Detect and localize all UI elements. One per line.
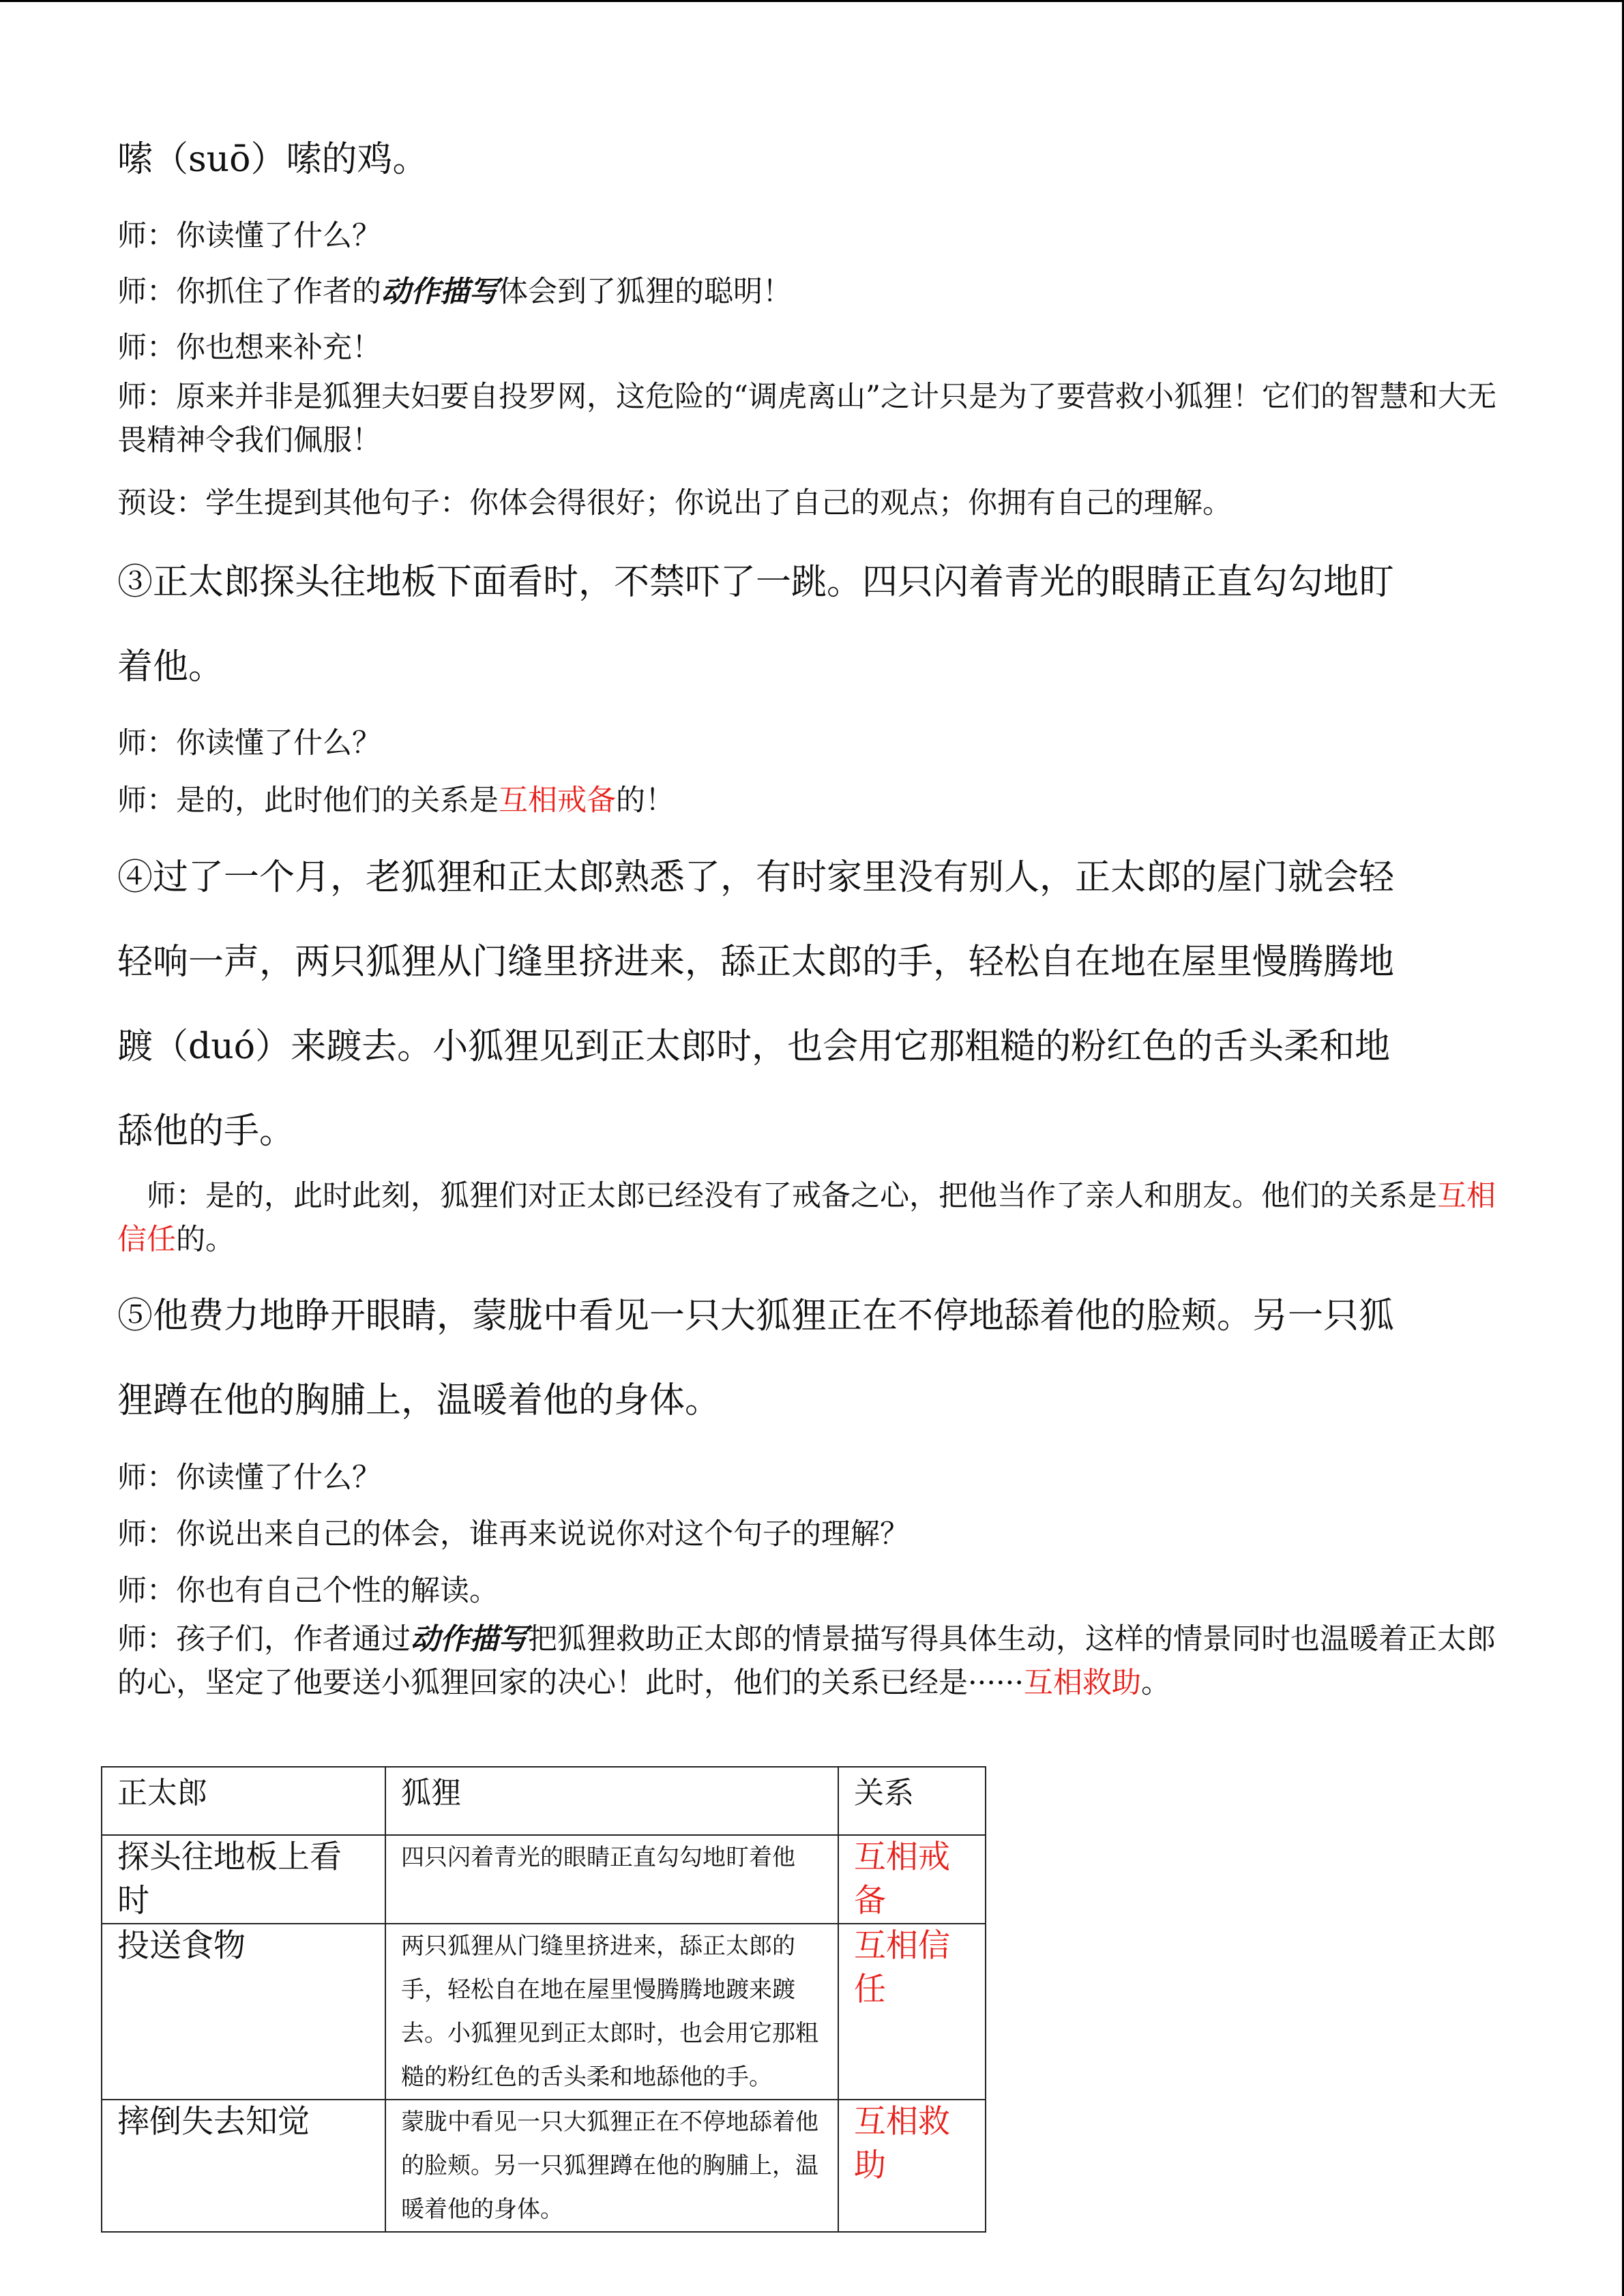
table-header-cell: 关系 bbox=[838, 1767, 986, 1835]
text: 体会到了狐狸的聪明！ bbox=[499, 275, 792, 309]
teacher-line: 师：你读懂了什么？ bbox=[117, 219, 381, 253]
teacher-paragraph bbox=[117, 1617, 1502, 1705]
emphasis-text: 动作描写 bbox=[381, 275, 499, 309]
sentence-5-line: ⑤他费力地睁开眼睛，蒙胧中看见一只大狐狸正在不停地舔着他的脸颊。另一只狐 bbox=[117, 1296, 1395, 1337]
table-cell-fox: 四只闪着青光的眼睛正直勾勾地盯着他 bbox=[385, 1835, 838, 1924]
table-cell-relation: 互相戒备 bbox=[838, 1835, 986, 1924]
sentence-3-line: ③正太郎探头往地板下面看时，不禁吓了一跳。四只闪着青光的眼睛正直勾勾地盯 bbox=[117, 562, 1395, 603]
relation-highlight: 互相戒备 bbox=[499, 784, 616, 818]
sentence-3-line: 着他。 bbox=[117, 646, 224, 687]
relationship-table bbox=[101, 1766, 986, 2233]
teacher-line bbox=[117, 263, 792, 321]
table-row bbox=[102, 2100, 986, 2232]
emphasis-text: 动作描写 bbox=[411, 1622, 528, 1656]
text-line: 嗦（suō）嗦的鸡。 bbox=[117, 139, 428, 180]
teacher-paragraph bbox=[117, 1174, 1502, 1262]
text: 的。 bbox=[176, 1223, 235, 1257]
table-header-cell: 正太郎 bbox=[102, 1767, 385, 1835]
table-cell-relation: 互相信任 bbox=[838, 1924, 986, 2100]
table-cell-who: 投送食物 bbox=[102, 1924, 385, 2100]
preset-line: 预设：学生提到其他句子：你体会得很好；你说出了自己的观点；你拥有自己的理解。 bbox=[117, 486, 1232, 520]
teacher-line: 师：你读懂了什么？ bbox=[117, 1461, 381, 1495]
table-row bbox=[102, 1835, 986, 1924]
text: 。 bbox=[1141, 1666, 1171, 1700]
table-cell-fox: 蒙胧中看见一只大狐狸正在不停地舔着他的脸颊。另一只狐狸蹲在他的胸脯上，温暖着他的身体。 bbox=[385, 2100, 838, 2232]
sentence-4-line: ④过了一个月，老狐狸和正太郎熟悉了，有时家里没有别人，正太郎的屋门就会轻 bbox=[117, 857, 1395, 898]
relation-highlight: 互相救助 bbox=[1024, 1666, 1142, 1700]
teacher-line bbox=[117, 771, 675, 830]
text: 师：孩子们，作者通过 bbox=[117, 1622, 411, 1656]
table-cell-who: 摔倒失去知觉 bbox=[102, 2100, 385, 2232]
table-header-row bbox=[102, 1767, 986, 1835]
teacher-line: 师：你也想来补充！ bbox=[117, 331, 381, 365]
text: 的！ bbox=[616, 784, 675, 818]
sentence-4-line: 踱（duó）来踱去。小狐狸见到正太郎时，也会用它那粗糙的粉红色的舌头柔和地 bbox=[117, 1026, 1391, 1067]
text: 师：是的，此时此刻，狐狸们对正太郎已经没有了戒备之心，把他当作了亲人和朋友。他们的关系是 bbox=[117, 1179, 1437, 1213]
teacher-line: 师：你也有自己个性的解读。 bbox=[117, 1574, 499, 1608]
relation-highlight: 互相信任 bbox=[117, 1179, 1496, 1257]
sentence-4-line: 舔他的手。 bbox=[117, 1111, 295, 1152]
table-cell-fox: 两只狐狸从门缝里挤进来，舔正太郎的手，轻松自在地在屋里慢腾腾地踱来踱去。小狐狸见到正太郎时，也会用它那粗糙的粉红色的舌头柔和地舔他的手。 bbox=[385, 1924, 838, 2100]
table-header-cell: 狐狸 bbox=[385, 1767, 838, 1835]
page-top-border bbox=[0, 0, 1624, 2]
text: 把狐狸救助正太郎的情景描写得具体生动，这样的情景同时也温暖着正太郎的心，坚定了他要送小狐狸回家的决心！此时，他们的关系已经是······ bbox=[117, 1622, 1496, 1700]
table-row bbox=[102, 1924, 986, 2100]
teacher-line: 师：你说出来自己的体会，谁再来说说你对这个句子的理解？ bbox=[117, 1517, 909, 1551]
teacher-paragraph: 师：原来并非是狐狸夫妇要自投罗网，这危险的“调虎离山”之计只是为了要营救小狐狸！它们的智慧和大无畏精神令我们佩服！ bbox=[117, 380, 1496, 458]
sentence-5-line: 狸蹲在他的胸脯上，温暖着他的身体。 bbox=[117, 1380, 721, 1421]
table-cell-who: 探头往地板上看时 bbox=[102, 1835, 385, 1924]
teacher-line: 师：你读懂了什么？ bbox=[117, 726, 381, 760]
text: 师：你抓住了作者的 bbox=[117, 275, 381, 309]
sentence-4-line: 轻响一声，两只狐狸从门缝里挤进来，舔正太郎的手，轻松自在地在屋里慢腾腾地 bbox=[117, 942, 1395, 983]
table-cell-relation: 互相救助 bbox=[838, 2100, 986, 2232]
text: 师：是的，此时他们的关系是 bbox=[117, 784, 499, 818]
